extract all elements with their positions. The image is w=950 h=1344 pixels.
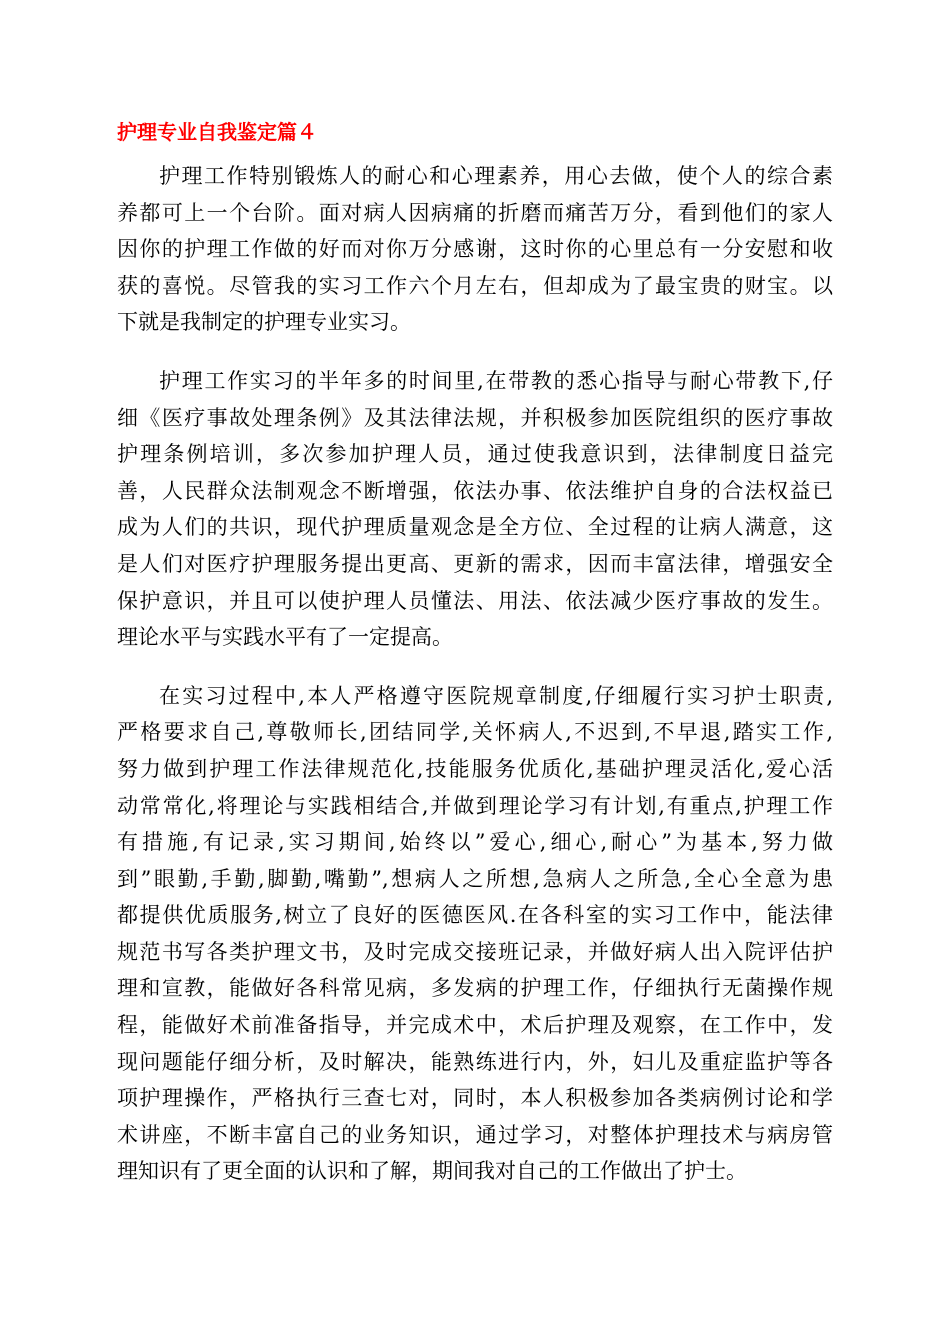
paragraph-line: 理论水平与实践水平有了一定提高。 <box>117 625 453 650</box>
paragraph-line: 严格要求自己,尊敬师长,团结同学,关怀病人,不迟到,不早退,踏实工作, <box>117 720 833 745</box>
paragraph-line: 保护意识，并且可以使护理人员懂法、用法、依法减少医疗事故的发生。 <box>117 588 833 613</box>
paragraph-line: 努力做到护理工作法律规范化,技能服务优质化,基础护理灵活化,爱心活 <box>117 756 833 781</box>
paragraph-line: 理知识有了更全面的认识和了解，期间我对自己的工作做出了护士。 <box>117 1159 747 1184</box>
paragraph-line: 护理工作实习的半年多的时间里,在带教的悉心指导与耐心带教下,仔 <box>159 368 833 393</box>
paragraph-line: 术讲座，不断丰富自己的业务知识，通过学习，对整体护理技术与病房管 <box>117 1122 833 1147</box>
paragraph-line: 护理工作特别锻炼人的耐心和心理素养，用心去做，使个人的综合素 <box>159 164 833 188</box>
paragraph-line: 规范书写各类护理文书，及时完成交接班记录，并做好病人出入院评估护 <box>117 939 833 964</box>
paragraph-line: 动常常化,将理论与实践相结合,并做到理论学习有计划,有重点,护理工作 <box>117 793 833 818</box>
paragraph-line: 理和宣教，能做好各科常见病，多发病的护理工作，仔细执行无菌操作规 <box>117 976 833 1001</box>
paragraph-line: 因你的护理工作做的好而对你万分感谢，这时你的心里总有一分安慰和收 <box>117 237 833 262</box>
paragraph-line: 养都可上一个台阶。面对病人因病痛的折磨而痛苦万分，看到他们的家人 <box>117 200 833 225</box>
paragraph-line: 程，能做好术前准备指导，并完成术中，术后护理及观察，在工作中，发 <box>117 1013 833 1038</box>
paragraph-line: 现问题能仔细分析，及时解决，能熟练进行内，外，妇儿及重症监护等各 <box>117 1049 833 1074</box>
paragraph-line: 成为人们的共识，现代护理质量观念是全方位、全过程的让病人满意，这 <box>117 515 833 540</box>
paragraph-line: 项护理操作，严格执行三查七对，同时，本人积极参加各类病例讨论和学 <box>117 1086 833 1111</box>
paragraph-line: 都提供优质服务,树立了良好的医德医风.在各科室的实习工作中，能法律 <box>117 903 833 928</box>
paragraph-line: 有措施,有记录,实习期间,始终以”爱心,细心,耐心”为基本,努力做 <box>117 830 833 855</box>
paragraph-3 <box>117 678 833 1190</box>
paragraph-line: 细《医疗事故处理条例》及其法律法规，并积极参加医院组织的医疗事故 <box>117 405 833 430</box>
document-title: 护理专业自我鉴定篇４ <box>117 120 317 144</box>
paragraph-line: 到”眼勤,手勤,脚勤,嘴勤”,想病人之所想,急病人之所急,全心全意为患 <box>117 866 833 891</box>
paragraph-line: 护理条例培训，多次参加护理人员，通过使我意识到，法律制度日益完 <box>117 442 833 467</box>
document-page <box>117 112 833 1212</box>
paragraph-line: 获的喜悦。尽管我的实习工作六个月左右，但却成为了最宝贵的财宝。以 <box>117 273 833 298</box>
paragraph-line: 在实习过程中,本人严格遵守医院规章制度,仔细履行实习护士职责, <box>159 683 833 708</box>
paragraph-1 <box>117 158 833 341</box>
paragraph-line: 是人们对医疗护理服务提出更高、更新的需求，因而丰富法律，增强安全 <box>117 551 833 576</box>
paragraph-2 <box>117 363 833 656</box>
paragraph-line: 下就是我制定的护理专业实习。 <box>117 310 411 335</box>
paragraph-line: 善，人民群众法制观念不断增强，依法办事、依法维护自身的合法权益已 <box>117 478 833 503</box>
